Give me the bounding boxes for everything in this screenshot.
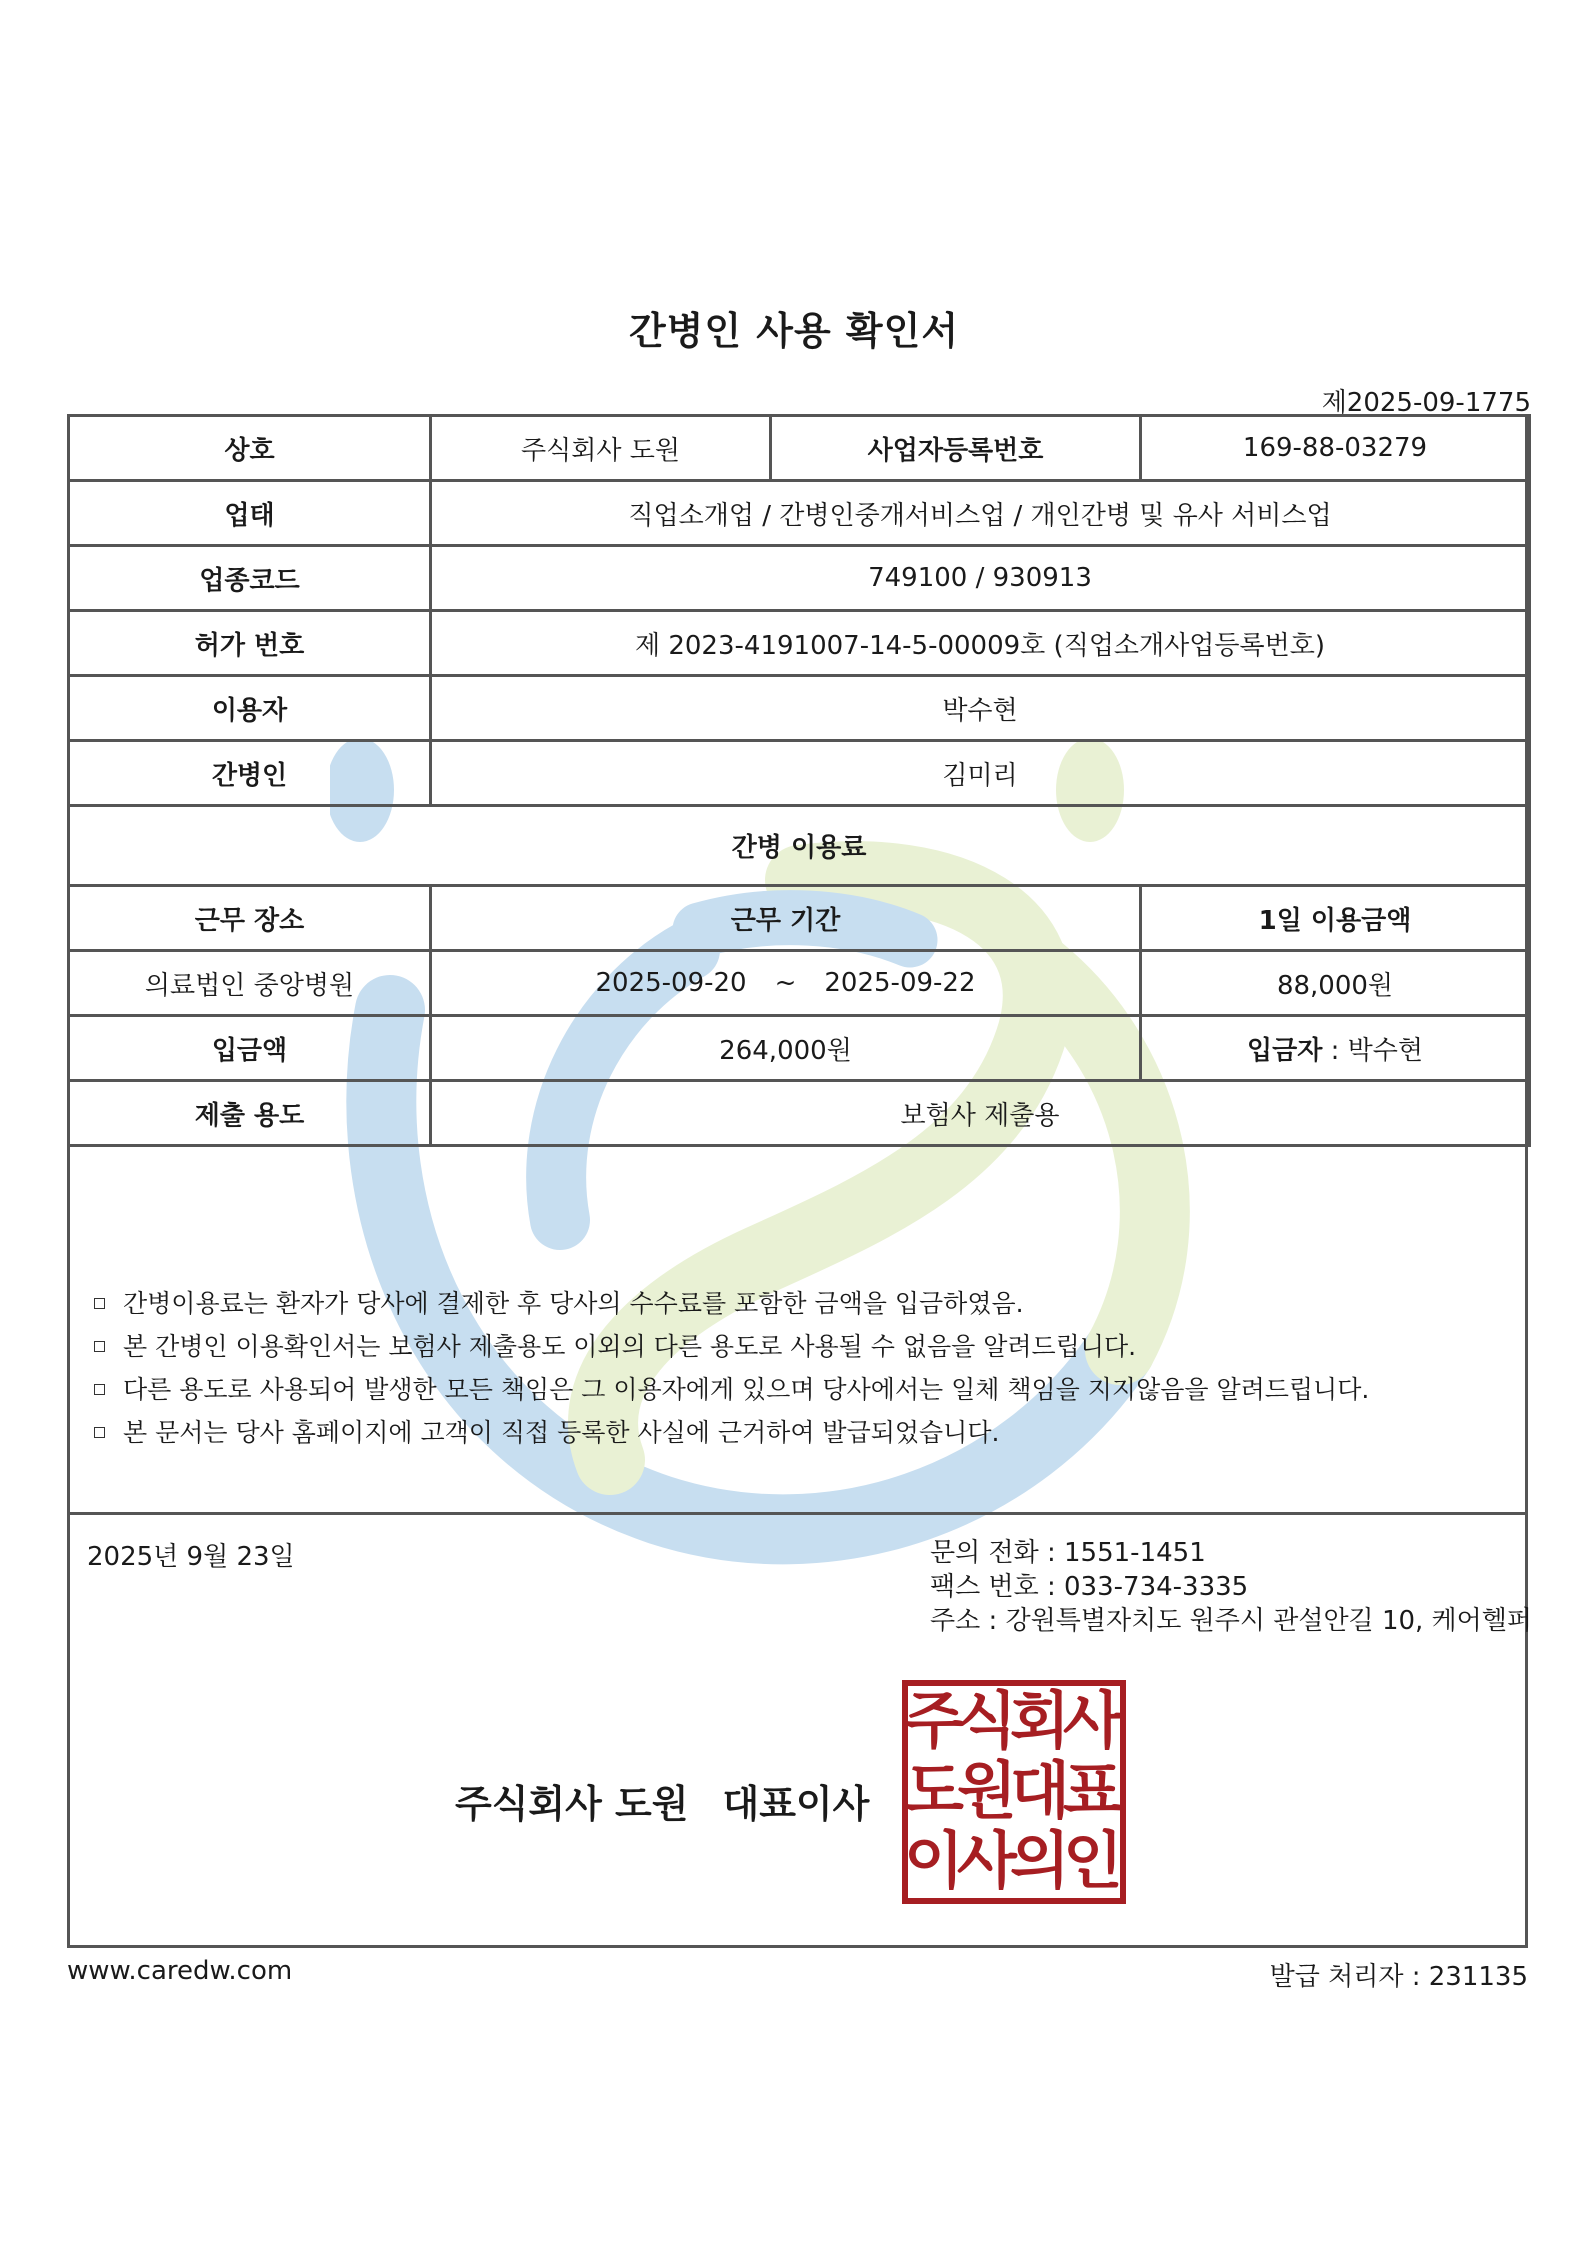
square-bullet-icon [94,1298,105,1309]
fee-section-heading: 간병 이용료 [69,806,1530,886]
biz-reg-label: 사업자등록번호 [771,416,1141,481]
seal-character: 식 [957,1684,1017,1757]
trade-name-value: 주식회사 도원 [431,416,771,481]
phone-line: 문의 전화 : 1551-1451 [930,1538,1206,1568]
purpose-label: 제출 용도 [69,1081,431,1146]
issuer-id: 발급 처리자 : 231135 [1269,1962,1528,1992]
website-link[interactable]: www.caredw.com [67,1956,293,1986]
seal-character: 도 [904,1754,964,1827]
user-label: 이용자 [69,676,431,741]
depositor-cell [1141,1016,1530,1081]
seal-character: 대 [1010,1754,1070,1827]
document-number: 제2025-09-1775 [1321,388,1531,418]
caregiver-value: 김미리 [431,741,1530,806]
square-bullet-icon [94,1384,105,1395]
seal-character: 인 [1063,1824,1123,1897]
seal-character: 사 [957,1824,1017,1897]
period-label: 근무 기간 [431,886,1141,951]
table-row [69,806,1530,886]
period-value [431,951,1141,1016]
table-row [69,741,1530,806]
list-item [90,1411,1369,1454]
signer-line [455,1773,869,1828]
table-row [69,546,1530,611]
table-row [69,676,1530,741]
workplace-value: 의료법인 중앙병원 [69,951,431,1016]
seal-character: 표 [1063,1754,1123,1827]
industry-code-value: 749100 / 930913 [431,546,1530,611]
industry-code-label: 업종코드 [69,546,431,611]
signer-title: 대표이사 [722,1782,870,1826]
contact-block [930,1536,1532,1638]
seal-character: 사 [1063,1684,1123,1757]
workplace-label: 근무 장소 [69,886,431,951]
note-text: 본 간병인 이용확인서는 보험사 제출용도 이외의 다른 용도로 사용될 수 없음을 알려드립니다. [123,1332,1137,1361]
footer-divider [67,1512,1528,1515]
company-seal-icon [902,1680,1126,1904]
period-end: 2025-09-22 [824,968,976,998]
seal-character: 이 [904,1824,964,1897]
period-start: 2025-09-20 [595,968,747,998]
note-text: 본 문서는 당사 홈페이지에 고객이 직접 등록한 사실에 근거하여 발급되었습니다. [123,1418,1000,1447]
seal-character: 의 [1010,1824,1070,1897]
business-type-label: 업태 [69,481,431,546]
square-bullet-icon [94,1427,105,1438]
permit-label: 허가 번호 [69,611,431,676]
daily-fee-label: 1일 이용금액 [1141,886,1530,951]
deposit-value: 264,000원 [431,1016,1141,1081]
square-bullet-icon [94,1341,105,1352]
list-item [90,1325,1369,1368]
notes-list [90,1282,1369,1454]
business-type-value: 직업소개업 / 간병인중개서비스업 / 개인간병 및 유사 서비스업 [431,481,1530,546]
table-row [69,416,1530,481]
table-row [69,1081,1530,1146]
seal-character: 주 [904,1684,964,1757]
issue-date: 2025년 9월 23일 [87,1542,295,1572]
info-table [67,414,1531,1147]
list-item [90,1368,1369,1411]
seal-character: 회 [1010,1684,1070,1757]
period-separator: ~ [774,968,797,998]
document-title: 간병인 사용 확인서 [628,309,960,353]
permit-value: 제 2023-4191007-14-5-00009호 (직업소개사업등록번호) [431,611,1530,676]
signer-company: 주식회사 도원 [455,1782,689,1826]
list-item [90,1282,1369,1325]
daily-fee-value: 88,000원 [1141,951,1530,1016]
depositor-label: 입금자 [1247,1035,1323,1066]
note-text: 간병이용료는 환자가 당사에 결제한 후 당사의 수수료를 포함한 금액을 입금하였음. [123,1289,1024,1318]
depositor-value: : 박수현 [1322,1035,1423,1066]
note-text: 다른 용도로 사용되어 발생한 모든 책임은 그 이용자에게 있으며 당사에서는 일체 책임을 지지않음을 알려드립니다. [123,1375,1370,1404]
table-row [69,886,1530,951]
table-row [69,951,1530,1016]
trade-name-label: 상호 [69,416,431,481]
caregiver-label: 간병인 [69,741,431,806]
biz-reg-value: 169-88-03279 [1141,416,1530,481]
seal-character: 원 [957,1754,1017,1827]
table-row [69,611,1530,676]
fax-line: 팩스 번호 : 033-734-3335 [930,1572,1249,1602]
table-row [69,1016,1530,1081]
user-value: 박수현 [431,676,1530,741]
purpose-value: 보험사 제출용 [431,1081,1530,1146]
deposit-label: 입금액 [69,1016,431,1081]
address-line: 주소 : 강원특별자치도 원주시 관설안길 10, 케어헬퍼 [930,1606,1533,1636]
table-row [69,481,1530,546]
